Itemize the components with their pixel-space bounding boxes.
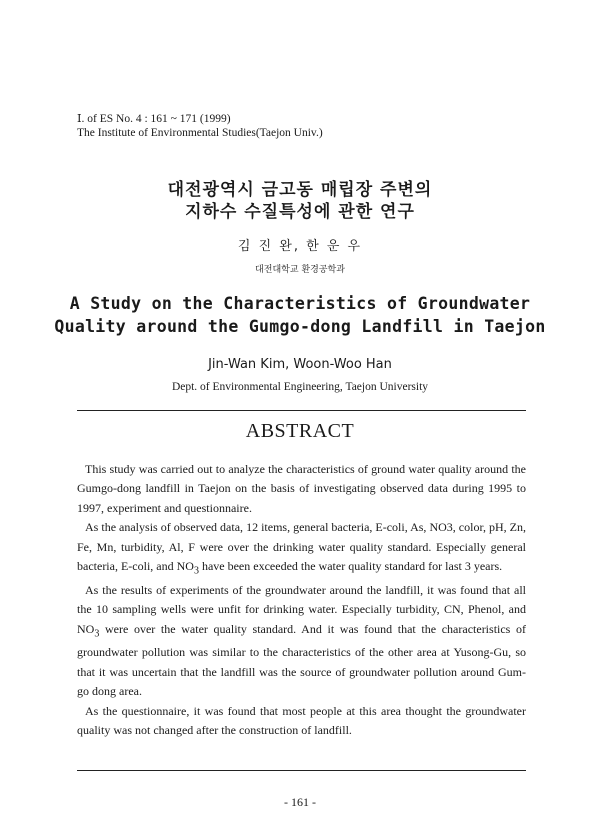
english-authors: Jin-Wan Kim, Woon-Woo Han xyxy=(208,357,392,372)
english-title-line1: A Study on the Characteristics of Groundwater xyxy=(69,294,531,313)
english-title-line2: Quality around the Gumgo-dong Landfill in Taejon xyxy=(54,317,546,336)
korean-title-line2: 지하수 수질특성에 관한 연구 xyxy=(185,202,415,222)
abstract-paragraph: As the analysis of observed data, 12 items, general bacteria, E-coli, As, NO3, color, pH, Zn, Fe, Mn, turbidity, Al, F were over the drinking water quality standard. Especially general bacteria, E-coli, and $NO_3$ have been exceeded the water quality standard for last 3 years. xyxy=(77,520,526,577)
abstract-paragraph: As the results of experiments of the groundwater around the landfill, it was found that all the 10 sampling wells were unfit for drinking water. Especially turbidity, CN, Phenol, and $NO_3$ were over the water quality standard. And it was found that the characteristics of groundwater pollution was similar to the characteristics of the other area at Yusong-Gu, so that it was uncertain that the landfill was the source of groundwater pollution around Gum-go dong area. xyxy=(77,582,526,699)
journal-citation: Ⅰ. of ES No. 4 : 161 ~ 171 (1999) xyxy=(77,113,231,125)
korean-title-line1: 대전광역시 금고동 매립장 주변의 xyxy=(167,180,433,200)
journal-institute: The Institute of Environmental Studies(Taejon Univ.) xyxy=(77,127,323,139)
abstract-paragraph: As the questionnaire, it was found that most people at this area thought the groundwater quality was not changed after the construction of landfill. xyxy=(77,703,526,738)
top-rule xyxy=(77,410,526,411)
english-affiliation: Dept. of Environmental Engineering, Taejon University xyxy=(171,381,429,393)
page-number: - 161 - xyxy=(284,795,316,809)
abstract-body xyxy=(77,460,526,740)
abstract-heading: ABSTRACT xyxy=(245,420,355,442)
korean-authors: 김 진 완, 한 운 우 xyxy=(237,239,363,254)
abstract-paragraph: This study was carried out to analyze the characteristics of ground water quality around the Gumgo-dong landfill in Taejon on the basis of investigating observed data during 1995 to 1997, experiment and questionnaire. xyxy=(77,462,526,515)
journal-info xyxy=(77,112,323,140)
korean-affiliation: 대전대학교 환경공학과 xyxy=(255,265,345,275)
bottom-rule xyxy=(77,770,526,771)
